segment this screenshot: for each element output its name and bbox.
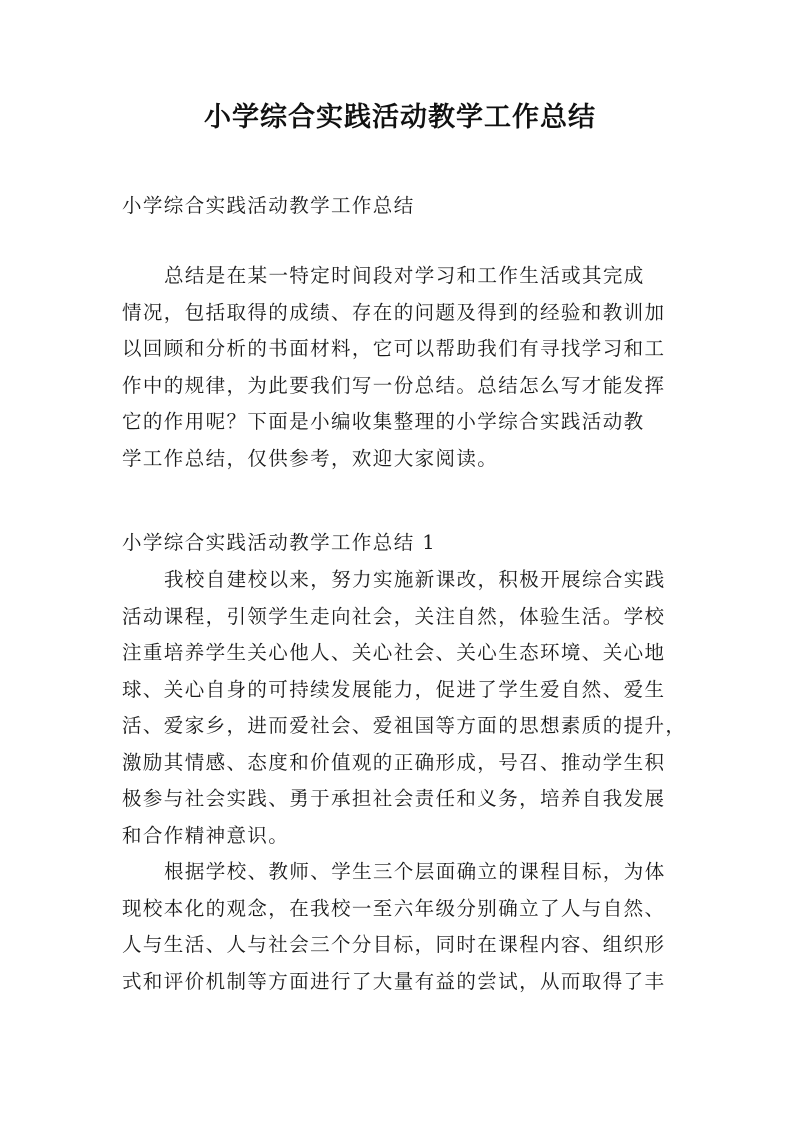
intro-line: 作中的规律，为此要我们写一份总结。总结怎么写才能发挥 (122, 373, 666, 397)
paragraph2-line: 式和评价机制等方面进行了大量有益的尝试，从而取得了丰 (122, 969, 666, 993)
intro-line: 学工作总结，仅供参考，欢迎大家阅读。 (122, 446, 499, 470)
intro-line: 情况，包括取得的成绩、存在的问题及得到的经验和教训加 (122, 300, 666, 324)
paragraph1-line: 活、爱家乡，进而爱社会、爱祖国等方面的思想素质的提升， (122, 714, 687, 737)
paragraph2-line: 人与生活、人与社会三个分目标，同时在课程内容、组织形 (122, 933, 666, 956)
document-title: 小学综合实践活动教学工作总结 (204, 102, 596, 133)
document-subtitle (122, 188, 682, 225)
paragraph2-line: 现校本化的观念，在我校一至六年级分别确立了人与自然、 (122, 896, 666, 920)
intro-paragraph (122, 258, 682, 477)
paragraph1-line: 极参与社会实践、勇于承担社会责任和义务，培养自我发展 (122, 787, 666, 810)
paragraph1-line: 活动课程，引领学生走向社会，关注自然，体验生活。学校 (122, 604, 666, 628)
body-paragraphs (122, 562, 687, 1000)
paragraph1-line: 我校自建校以来，努力实施新课改，积极开展综合实践 (164, 568, 666, 591)
paragraph1-line: 和合作精神意识。 (122, 823, 290, 847)
paragraph2-line: 根据学校、教师、学生三个层面确立的课程目标，为体 (164, 860, 666, 883)
subtitle-line: 小学综合实践活动教学工作总结 (122, 194, 415, 217)
intro-line: 它的作用呢？下面是小编收集整理的小学综合实践活动教 (122, 410, 645, 433)
intro-line: 以回顾和分析的书面材料，它可以帮助我们有寻找学习和工 (122, 337, 666, 360)
intro-line: 总结是在某一特定时间段对学习和工作生活或其完成 (164, 264, 645, 287)
paragraph1-line: 球、关心自身的可持续发展能力，促进了学生爱自然、爱生 (122, 677, 666, 701)
section-heading (122, 525, 682, 562)
section-heading-line: 小学综合实践活动教学工作总结 1 (122, 531, 437, 554)
paragraph1-line: 激励其情感、态度和价值观的正确形成，号召、推动学生积 (122, 750, 666, 774)
paragraph1-line: 注重培养学生关心他人、关心社会、关心生态环境、关心地 (122, 641, 666, 664)
